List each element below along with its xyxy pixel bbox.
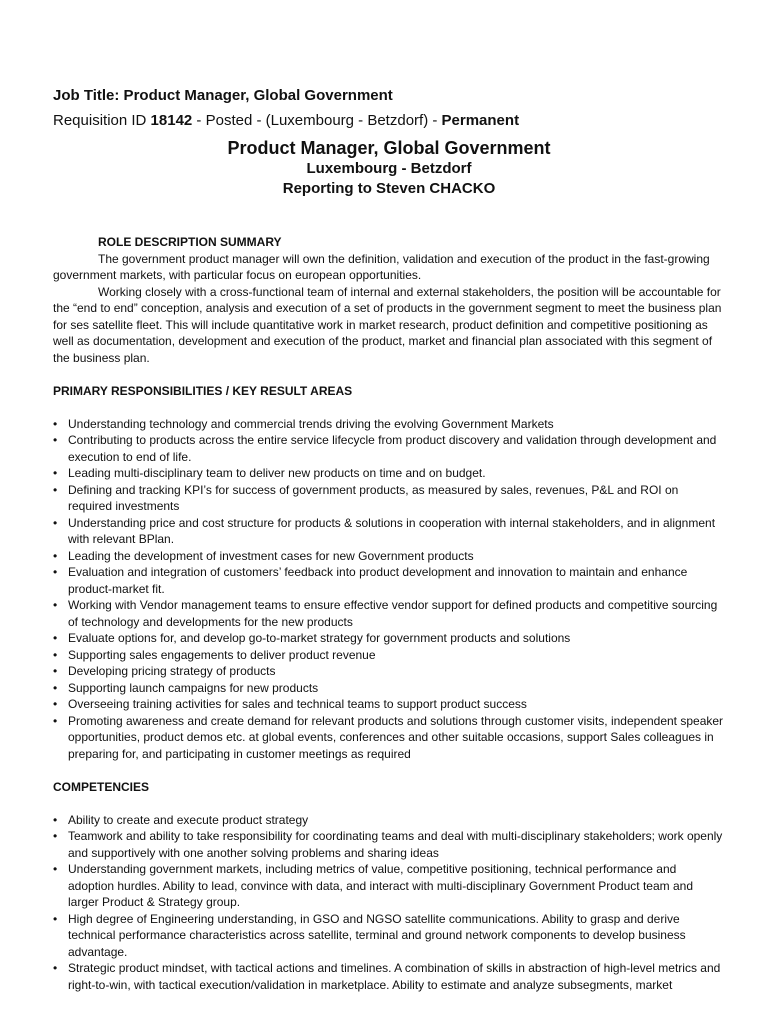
responsibilities-heading: PRIMARY RESPONSIBILITIES / KEY RESULT AREAS: [53, 384, 353, 398]
requisition-id: 18142: [150, 112, 193, 129]
list-item: • Leading the development of investment cases for new Government products: [53, 548, 725, 565]
requisition-prefix: Requisition ID: [53, 112, 151, 129]
list-item: • Leading multi-disciplinary team to deliver new products on time and on budget.: [53, 465, 725, 482]
list-item: • Contributing to products across the entire service lifecycle from product discovery and validation through development and execution to end of life.: [53, 432, 725, 465]
list-item: • Supporting sales engagements to deliver product revenue: [53, 647, 725, 664]
role-summary-heading: ROLE DESCRIPTION SUMMARY: [98, 235, 282, 249]
list-item: • Ability to create and execute product strategy: [53, 812, 725, 829]
job-title: Job Title: Product Manager, Global Government: [53, 87, 393, 104]
list-item: • Defining and tracking KPI’s for success of government products, as measured by sales, revenues, P&L and ROI on required investments: [53, 482, 725, 515]
list-item: • Teamwork and ability to take responsibility for coordinating teams and deal with multi-disciplinary stakeholders; work openly and supportively with one another solving problems and sharing ideas: [53, 828, 725, 861]
location-heading: Luxembourg - Betzdorf: [306, 160, 472, 177]
list-item: • Evaluation and integration of customers’ feedback into product development and innovation to maintain and enhance product-market fit.: [53, 564, 725, 597]
list-item: • Strategic product mindset, with tactical actions and timelines. A combination of skills in abstraction of high-level metrics and right-to-win, with tactical execution/validation in marketplace. Ability to estimate and analyze subsegments, market: [53, 960, 725, 993]
reporting-heading: Reporting to Steven CHACKO: [282, 180, 496, 197]
document-page: [53, 85, 725, 993]
list-item: • Promoting awareness and create demand for relevant products and solutions through customer visits, independent speaker opportunities, product demos etc. at global events, conferences and other suitable occasions, support Sales colleagues in preparing for, and participating in customer meetings as required: [53, 713, 725, 763]
responsibilities-list: [53, 416, 725, 763]
list-item: • High degree of Engineering understanding, in GSO and NGSO satellite communications. Ability to grasp and derive technical performance characteristics across satellite, terminal and ground network components to develop business advantage.: [53, 911, 725, 961]
competencies-list: [53, 812, 725, 994]
document-title: Product Manager, Global Government: [227, 138, 551, 158]
list-item: • Understanding government markets, including metrics of value, competitive positioning, technical performance and adoption hurdles. Ability to lead, convince with data, and interact with multi-disciplinary Government Product team and larger Product & Strategy group.: [53, 861, 725, 911]
list-item: • Understanding technology and commercial trends driving the evolving Government Markets: [53, 416, 725, 433]
requisition-line: [53, 110, 725, 132]
list-item: • Understanding price and cost structure for products & solutions in cooperation with internal stakeholders, and in alignment with relevant BPlan.: [53, 515, 725, 548]
role-summary-paragraph: The government product manager will own the definition, validation and execution of the product in the fast-growing government markets, with particular focus on european opportunities.: [53, 251, 710, 282]
list-item: • Developing pricing strategy of products: [53, 663, 725, 680]
list-item: • Evaluate options for, and develop go-to-market strategy for government products and solutions: [53, 630, 725, 647]
list-item: • Supporting launch campaigns for new products: [53, 680, 725, 697]
list-item: • Working with Vendor management teams to ensure effective vendor support for defined products and competitive sourcing of technology and developments for the new products: [53, 597, 725, 630]
list-item: • Overseeing training activities for sales and technical teams to support product success: [53, 696, 725, 713]
role-summary-paragraph: Working closely with a cross-functional team of internal and external stakeholders, the position will be accountable for the “end to end” conception, analysis and execution of a set of products in the government segment to meet the business plan for ses satellite fleet. This will include quantitative work in market research, product definition and competitive positioning as well as documentation, development and execution of the product, market and financial plan associated with this segment of the business plan.: [53, 284, 722, 365]
requisition-type: Permanent: [441, 112, 520, 129]
requisition-posted: - Posted - (Luxembourg - Betzdorf) -: [192, 112, 442, 129]
competencies-heading: COMPETENCIES: [53, 780, 150, 794]
